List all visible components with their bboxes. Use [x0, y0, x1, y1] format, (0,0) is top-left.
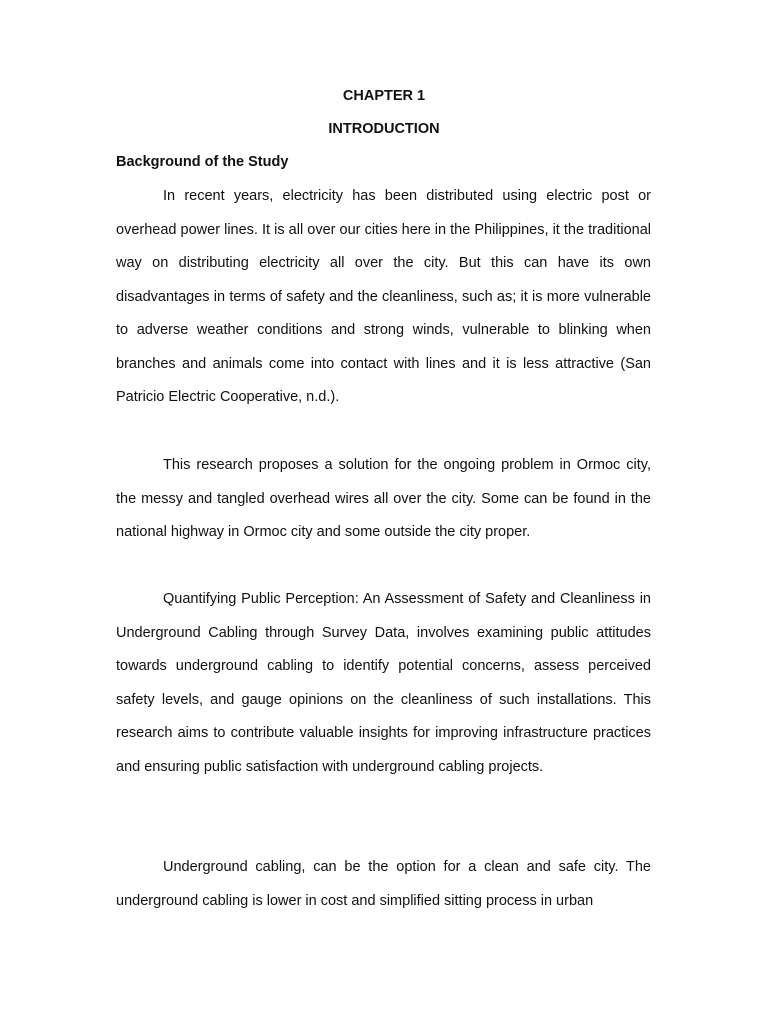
section-heading: Background of the Study	[116, 154, 289, 170]
chapter-label: CHAPTER 1	[342, 88, 426, 104]
paragraph-research-proposal: This research proposes a solution for the ongoing problem in Ormoc city, the messy and tangled overhead wires all over the city. Some can be found in the national highway in Ormoc city and some outside the city proper.	[116, 457, 651, 540]
chapter-title: INTRODUCTION	[328, 121, 440, 137]
paragraph-underground-cabling: Underground cabling, can be the option for a clean and safe city. The underground cabling is lower in cost and simplified sitting process in urban	[116, 859, 651, 909]
paragraph-background: In recent years, electricity has been distributed using electric post or overhead power lines. It is all over our cities here in the Philippines, it the traditional way on distributing electricity all over the city. But this can have its own disadvantages in terms of safety and the cleanliness, such as; it is more vulnerable to adverse weather conditions and strong winds, vulnerable to blinking when branches and animals come into contact with lines and it is less attractive (San Patricio Electric Cooperative, n.d.).	[116, 188, 651, 405]
paragraph-public-perception: Quantifying Public Perception: An Assessment of Safety and Cleanliness in Underground Cabling through Survey Data, involves examining public attitudes towards underground cabling to identify potential concerns, assess perceived safety levels, and gauge opinions on the cleanliness of such installations. This research aims to contribute valuable insights for improving infrastructure practices and ensuring public satisfaction with underground cabling projects.	[116, 591, 651, 775]
